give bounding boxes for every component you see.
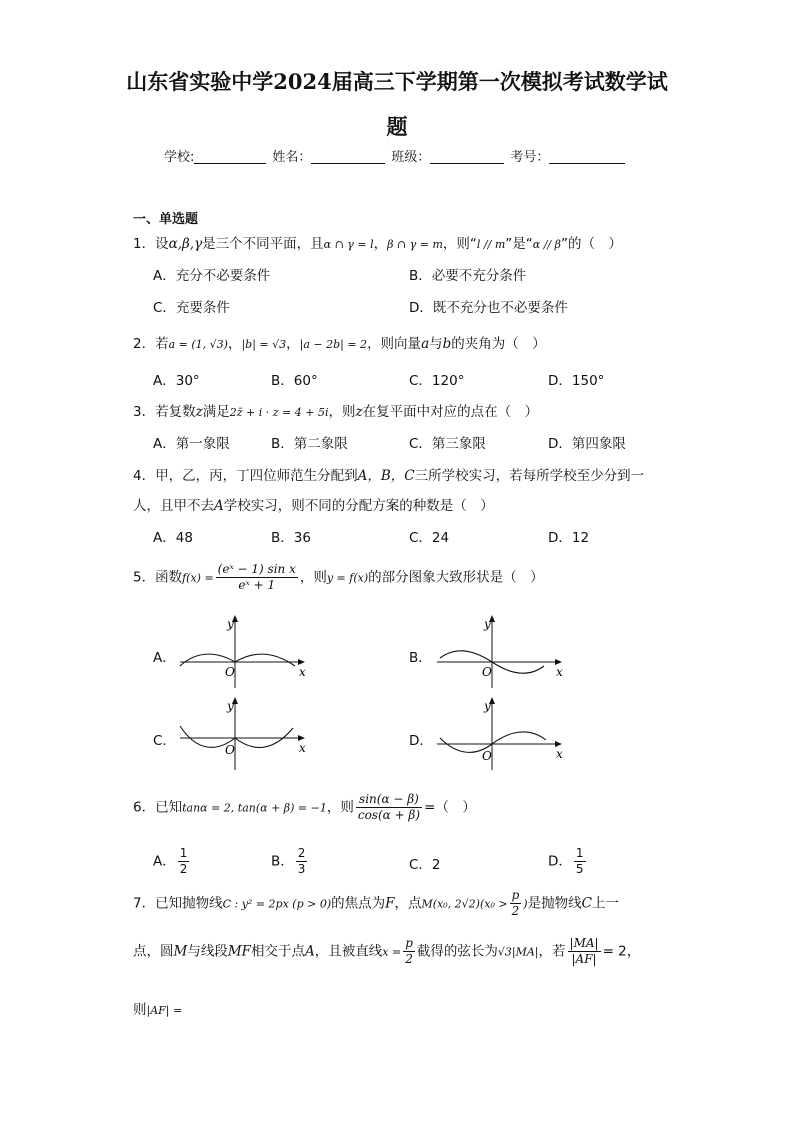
- math: z: [195, 404, 203, 420]
- question-7-line2: [133, 936, 640, 967]
- q1-option-a[interactable]: A．充分不必要条件: [153, 268, 271, 284]
- math: α ∩ γ = l: [323, 238, 374, 251]
- math: √3|MA|: [497, 945, 539, 959]
- q-text: 人，且甲不去: [133, 498, 214, 514]
- math: b: [442, 336, 452, 352]
- q-text: 点，圆: [133, 943, 174, 960]
- school-blank[interactable]: [194, 149, 266, 164]
- denominator: eˣ + 1: [238, 578, 276, 592]
- math: |b| = √3: [241, 338, 287, 351]
- numerator: 2: [297, 846, 306, 860]
- exam-title-line1: 山东省实验中学2024届高三下学期第一次模拟考试数学试: [126, 69, 668, 94]
- school-label: 学校:: [164, 150, 195, 165]
- denominator: 3: [297, 862, 306, 876]
- q-text: 在复平面中对应的点在（ ）: [362, 404, 539, 420]
- q1-option-d[interactable]: D．既不充分也不必要条件: [409, 300, 568, 316]
- denominator: 2: [179, 862, 188, 876]
- q-number: 1．: [133, 236, 156, 252]
- math: A: [214, 498, 224, 514]
- name-label: 姓名：: [272, 150, 312, 165]
- q6-option-a[interactable]: [153, 846, 191, 877]
- q-number: 3．若复数: [133, 404, 196, 420]
- fraction: [296, 846, 308, 877]
- denominator: 2: [511, 904, 520, 918]
- q-text: 与线段: [187, 943, 228, 960]
- math: C: [581, 895, 592, 912]
- math: z: [355, 404, 363, 420]
- axis-y-label: y: [484, 699, 491, 713]
- axis-x-label: x: [556, 665, 563, 679]
- axis-x-label: x: [299, 665, 306, 679]
- axis-x-label: x: [299, 741, 306, 755]
- q3-option-a[interactable]: A．第一象限: [153, 436, 230, 452]
- q4-option-d[interactable]: D．12: [548, 530, 590, 546]
- q6-option-b[interactable]: [271, 846, 309, 877]
- q3-option-b[interactable]: B．第二象限: [271, 436, 348, 452]
- q5-option-a[interactable]: A．: [153, 650, 176, 666]
- q-number: 7．已知抛物线: [133, 895, 223, 912]
- question-2: 2．若a = (1, √3)，|b| = √3，|a − 2b| = 2，则向量a与b的夹角为（ ）: [133, 336, 546, 352]
- numerator: p: [405, 936, 413, 950]
- q-text: 上一: [591, 895, 619, 912]
- q-text: ”是“: [505, 236, 533, 252]
- q3-option-d[interactable]: D．第四象限: [548, 436, 626, 452]
- fraction: [178, 846, 190, 877]
- math: a = (1, √3): [168, 338, 228, 351]
- fraction: [356, 792, 422, 823]
- numerator: sin(α − β): [356, 792, 422, 808]
- q-text: 则: [133, 1002, 147, 1018]
- numerator: (eˣ − 1) sin x: [217, 562, 296, 576]
- math: f(x) =: [182, 571, 214, 585]
- math: tanα = 2, tan(α + β) = −1: [182, 801, 327, 815]
- q-text: 学校实习，则不同的分配方案的种数是（ ）: [223, 498, 494, 514]
- math: F: [385, 895, 395, 912]
- name-blank[interactable]: [311, 149, 385, 164]
- question-4-line2: [133, 494, 494, 514]
- option-label: A．: [153, 853, 176, 870]
- q-text: 是三个不同平面，且: [202, 236, 324, 252]
- math: MF: [227, 943, 252, 960]
- question-6: [133, 792, 476, 823]
- denominator: 5: [575, 862, 584, 876]
- student-info: [164, 146, 631, 165]
- numerator: 1: [575, 846, 584, 860]
- q3-option-c[interactable]: C．第三象限: [409, 436, 486, 452]
- question-3: [133, 400, 538, 420]
- fraction: [216, 562, 298, 593]
- q-text: ，若: [538, 943, 566, 960]
- math: M: [173, 943, 188, 960]
- fraction: [403, 936, 415, 967]
- option-label: B．: [271, 853, 294, 870]
- axis-y-label: y: [484, 617, 491, 631]
- math: C : y² = 2px (p > 0): [222, 897, 332, 911]
- q-text: 相交于点: [251, 943, 306, 960]
- q-text: 截得的弦长为: [416, 943, 498, 960]
- q1-option-b[interactable]: B．必要不充分条件: [409, 268, 527, 284]
- fraction: [568, 936, 601, 967]
- q5-graph-b[interactable]: [432, 610, 572, 690]
- q-text: 的夹角为（ ）: [451, 336, 546, 352]
- q-text: ”的（ ）: [560, 236, 622, 252]
- math: (x₀ >: [479, 897, 508, 911]
- q-number: 6．已知: [133, 799, 183, 816]
- q6-option-c[interactable]: C．2: [409, 857, 441, 873]
- q-text: 满足: [202, 404, 230, 420]
- numerator: |MA|: [569, 936, 599, 950]
- q-text: 4．甲，乙，丙，丁四位师范生分配到: [133, 468, 358, 484]
- q2-option-c[interactable]: C．120°: [409, 373, 465, 389]
- q-text: 三所学校实习，若每所学校至少分到一: [414, 468, 645, 484]
- id-label: 考号：: [510, 150, 550, 165]
- q5-option-c[interactable]: C．: [153, 733, 176, 749]
- origin-label: O: [225, 743, 235, 757]
- q-text: 与: [429, 336, 443, 352]
- q4-option-c[interactable]: C．24: [409, 530, 450, 546]
- denominator: 2: [405, 952, 413, 966]
- question-4-line1: [133, 464, 644, 484]
- axis-y-label: y: [227, 617, 234, 631]
- origin-label: O: [225, 665, 235, 679]
- q-text: 设: [155, 236, 169, 252]
- math: A，B，C: [357, 468, 415, 484]
- math: M(x₀, 2√2): [421, 897, 480, 911]
- question-1: 1．设α,β,γ是三个不同平面，且α ∩ γ = l，β ∩ γ = m，则“l // m”是“α // β”的（ ）: [133, 236, 622, 252]
- q5-graph-d[interactable]: [432, 692, 572, 772]
- math: l // m: [476, 238, 506, 251]
- q-text: = 2，: [602, 943, 641, 960]
- origin-label: O: [482, 665, 492, 679]
- q1-option-c[interactable]: C．充要条件: [153, 300, 230, 316]
- fraction: [574, 846, 586, 877]
- q-number: 2．若: [133, 336, 169, 352]
- class-blank[interactable]: [430, 149, 504, 164]
- q-text: ，则: [328, 404, 356, 420]
- numerator: p: [511, 888, 520, 902]
- q-text: ，且被直线: [314, 943, 383, 960]
- section-heading: 一、单选题: [133, 212, 199, 227]
- axis-y-label: y: [227, 699, 234, 713]
- q6-option-d[interactable]: [548, 846, 588, 877]
- q5-option-d[interactable]: D．: [409, 733, 433, 749]
- math: |a − 2b| = 2: [299, 338, 368, 351]
- q-text: ，则向量: [367, 336, 422, 352]
- q2-option-b[interactable]: B．60°: [271, 373, 318, 389]
- math: α // β: [532, 238, 561, 251]
- question-7-line3: [133, 998, 182, 1018]
- math: x =: [382, 945, 402, 959]
- q-text: ，则: [326, 799, 354, 816]
- q4-option-a[interactable]: A．48: [153, 530, 193, 546]
- fraction: [510, 888, 522, 919]
- q4-option-b[interactable]: B．36: [271, 530, 311, 546]
- q2-option-a[interactable]: A．30°: [153, 373, 200, 389]
- q5-option-b[interactable]: B．: [409, 650, 432, 666]
- q-text: =（ ）: [424, 799, 476, 816]
- math: α,β,γ: [168, 236, 203, 252]
- exam-title-line2: 题: [386, 114, 408, 139]
- math: 2z̄ + i · z = 4 + 5i: [229, 406, 329, 419]
- q-text: ，则: [299, 569, 327, 586]
- q2-option-d[interactable]: D．150°: [548, 373, 605, 389]
- denominator: |AF|: [571, 952, 597, 966]
- q-text: 的部分图象大致形状是（ ）: [368, 569, 544, 586]
- q5-graph-c[interactable]: [175, 692, 315, 772]
- id-blank[interactable]: [549, 149, 625, 164]
- q-text: ，点: [394, 895, 422, 912]
- origin-label: O: [482, 749, 492, 763]
- option-label: D．: [548, 853, 572, 870]
- question-7-line1: [133, 888, 619, 919]
- math: y = f(x): [326, 571, 369, 585]
- denominator: cos(α + β): [357, 808, 421, 822]
- math: |AF| =: [146, 1004, 183, 1017]
- axis-x-label: x: [556, 747, 563, 761]
- q5-graph-a[interactable]: [175, 610, 315, 690]
- math: a: [421, 336, 430, 352]
- q-text: 的焦点为: [331, 895, 386, 912]
- math: A: [305, 943, 315, 960]
- math: ): [523, 897, 528, 911]
- question-5: [133, 562, 544, 593]
- q-text: ，则“: [442, 236, 477, 252]
- q-number: 5．函数: [133, 569, 183, 586]
- math: β ∩ γ = m: [387, 238, 443, 251]
- q-text: 是抛物线: [527, 895, 582, 912]
- numerator: 1: [179, 846, 188, 860]
- class-label: 班级：: [391, 150, 431, 165]
